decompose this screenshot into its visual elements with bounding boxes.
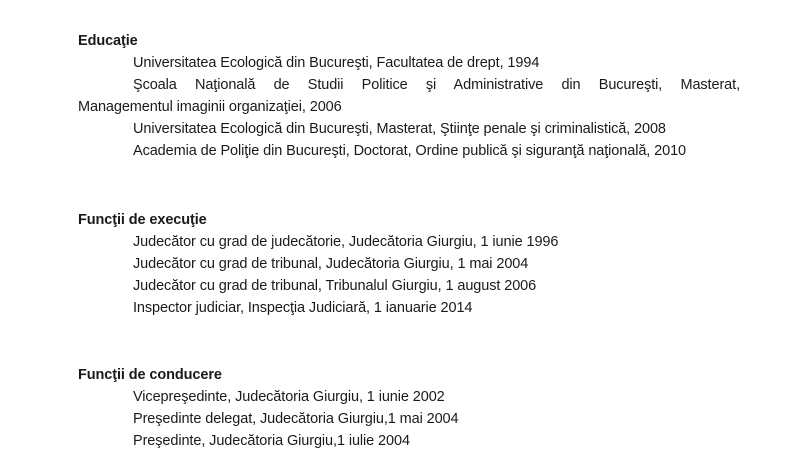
execution-role-entry: Judecător cu grad de judecătorie, Judecătoria Giurgiu, 1 iunie 1996 (133, 234, 559, 250)
execution-roles-section (78, 209, 740, 319)
leadership-role-entry: Vicepreşedinte, Judecătoria Giurgiu, 1 iunie 2002 (133, 389, 445, 405)
education-entry: Universitatea Ecologică din Bucureşti, Masterat, Ştiinţe penale şi criminalistică, 2008 (133, 121, 666, 137)
execution-roles-list (78, 231, 740, 319)
leadership-roles-section (78, 364, 740, 452)
leadership-role-entry: Preşedinte delegat, Judecătoria Giurgiu,1 mai 2004 (133, 411, 459, 427)
execution-role-entry: Judecător cu grad de tribunal, Tribunalul Giurgiu, 1 august 2006 (133, 278, 537, 294)
education-entry: Şcoala Naţională de Studii Politice şi Administrative din Bucureşti, Masterat, (133, 77, 740, 93)
leadership-roles-heading: Funcţii de conducere (78, 367, 222, 383)
education-list (78, 52, 740, 162)
leadership-role-entry: Preşedinte, Judecătoria Giurgiu,1 iulie 2004 (133, 433, 410, 449)
education-section (78, 30, 740, 162)
execution-role-entry: Judecător cu grad de tribunal, Judecătoria Giurgiu, 1 mai 2004 (133, 256, 529, 272)
execution-roles-heading: Funcţii de execuţie (78, 212, 207, 228)
education-entry: Managementul imaginii organizaţiei, 2006 (78, 99, 342, 115)
leadership-roles-list (78, 386, 740, 452)
education-heading: Educaţie (78, 33, 138, 49)
education-entry: Universitatea Ecologică din Bucureşti, Facultatea de drept, 1994 (133, 55, 540, 71)
execution-role-entry: Inspector judiciar, Inspecţia Judiciară, 1 ianuarie 2014 (133, 300, 473, 316)
education-entry: Academia de Poliţie din Bucureşti, Doctorat, Ordine publică şi siguranţă naţională, 2010 (133, 143, 686, 159)
